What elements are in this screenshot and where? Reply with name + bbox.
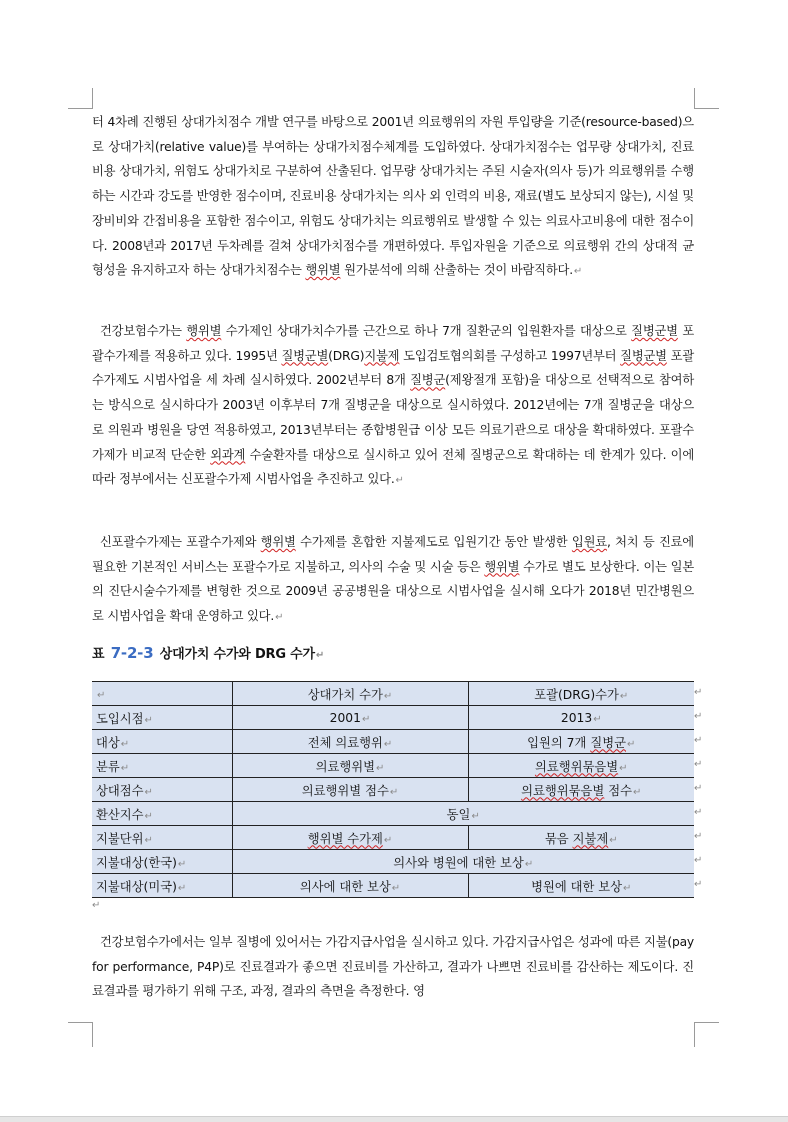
relative-value-cell[interactable]: 전체 의료행위↵ — [232, 730, 468, 754]
text-run: 수가제인 상대가치수가를 근간으로 하나 7개 질환군의 입원환자를 대상으로 — [221, 324, 632, 338]
spellcheck-flagged-word: 행위별 수가제 — [307, 831, 383, 846]
text-run: 점수 — [604, 783, 632, 798]
table-caption[interactable] — [92, 643, 324, 662]
relative-value-cell[interactable]: 의료행위별 점수↵ — [232, 778, 468, 802]
spellcheck-flagged-word: 질병군 — [590, 735, 626, 750]
spellcheck-flagged-word: 외과계 — [210, 447, 246, 462]
paragraph-mark: ↵ — [315, 650, 325, 661]
drg-value-cell[interactable] — [468, 778, 694, 802]
drg-value-cell[interactable]: 병원에 대한 보상↵ — [468, 874, 694, 898]
spellcheck-flagged-word: 질병군별 — [281, 348, 329, 363]
empty-paragraph-mark: ↵ — [92, 900, 101, 911]
crop-mark-top-right — [694, 88, 719, 109]
row-end-mark: ↵ — [694, 855, 703, 866]
text-run: 신포괄수가제는 포괄수가제와 — [100, 535, 261, 549]
cell-mark: ↵ — [144, 810, 153, 822]
page-bottom-edge — [0, 1116, 788, 1122]
text-run: 터 4차례 진행된 상대가치점수 개발 연구를 바탕으로 2001년 의료행위의 자원 투입량을 기준(resource-based)으로 상대가치(relative value)를 부여하는 상대가치점수체계를 도입하였다. 상대가치점수는 업무량 상대가치, 진료비용 상대가치, 위험도 상대가치로 구분하여 산출된다. 업무량 상대가치는 주된 시술자(의사 등)가 의료행위를 수행하는 시간과 강도를 반영한 점수이며, 진료비용 상대가치는 의사 외 인력의 비용, 재료(별도 보상되지 않는), 시설 및 장비비와 간접비용을 포함한 점수이고, 위험도 상대가치는 의료행위로 발생할 수 있는 의료사고비용에 대한 점수이다. 2008년과 2017년 두차례를 걸쳐 상대가치점수를 개편하였다. 투입자원을 기준으로 의료행위 간의 상대적 균형성을 유지하고자 하는 상대가치점수는 — [92, 115, 694, 278]
spellcheck-flagged-word: 질병군별 — [631, 324, 678, 338]
row-label-cell[interactable]: 대상↵ — [92, 730, 232, 754]
cell-mark: ↵ — [609, 834, 618, 846]
drg-value-cell[interactable] — [468, 826, 694, 850]
body-paragraph-3[interactable] — [92, 530, 694, 631]
spellcheck-flagged-word: 행위별 — [260, 535, 296, 549]
drg-value-cell[interactable]: 2013↵ — [468, 706, 694, 730]
crop-mark-bottom-right — [694, 1022, 719, 1047]
row-end-mark: ↵ — [694, 711, 703, 722]
spellcheck-flagged-word: 입원료 — [571, 535, 607, 549]
header-cell-empty[interactable] — [92, 682, 232, 706]
cell-mark: ↵ — [383, 834, 393, 846]
table-header-row — [92, 682, 694, 706]
row-end-mark: ↵ — [694, 879, 703, 890]
table-row — [92, 754, 694, 778]
spellcheck-flagged-word: 의료행위묶음별 — [521, 783, 605, 798]
row-label-cell[interactable]: 지불대상(미국)↵ — [92, 874, 232, 898]
cell-mark: ↵ — [120, 762, 130, 774]
drg-value-cell[interactable] — [468, 754, 694, 778]
cell-mark: ↵ — [524, 858, 534, 870]
text-run: (제왕절개 포함)을 대상으로 선택적으로 참여하는 방식으로 실시하다가 2003년 이후부터 7개 질병군을 대상으로 실시하였다. 2012년에는 7개 질병군을 대상으로 의원과 병원을 당연 적용하였고, 2013년부터는 종합병원급 이상 모든 의료기관으로 대상을 확대하였다. 포괄수가제가 비교적 단순한 — [92, 373, 694, 462]
cell-mark: ↵ — [144, 786, 153, 798]
relative-value-cell[interactable]: 2001↵ — [232, 706, 468, 730]
row-end-mark: ↵ — [694, 759, 703, 770]
body-paragraph-2[interactable] — [92, 319, 694, 494]
table-row — [92, 802, 694, 826]
caption-title: 상대가치 수가와 DRG 수가 — [159, 647, 315, 662]
text-run: 건강보험수가에서는 일부 질병에 있어서는 가감지급사업을 실시하고 있다. 가감지급사업은 성과에 따른 지불(pay for performance, P4P)로 진료결과가 좋으면 진료비를 가산하고, 결과가 나쁘면 진료비를 감산하는 제도이다. 진료결과를 평가하기 위해 구조, 과정, 결과의 측면을 측정한다. 영 — [92, 935, 694, 999]
row-end-mark: ↵ — [694, 783, 703, 794]
spellcheck-flagged-word: 지불제 — [572, 831, 609, 846]
caption-prefix: 표 — [92, 647, 105, 662]
spellcheck-flagged-word: 행위별 — [484, 559, 520, 574]
text-run: 묶음 — [544, 831, 573, 846]
text-run: 입원의 7개 — [527, 735, 591, 750]
cell-mark: ↵ — [383, 690, 393, 702]
row-end-mark: ↵ — [694, 831, 703, 842]
text-run: 건강보험수가는 — [100, 324, 187, 338]
cell-mark: ↵ — [626, 738, 636, 750]
relative-value-cell[interactable]: 의료행위별↵ — [232, 754, 468, 778]
table-row — [92, 874, 694, 898]
body-paragraph-4[interactable] — [92, 930, 694, 1004]
row-end-mark: ↵ — [694, 807, 703, 818]
spellcheck-flagged-word: 의료행위묶음별 — [534, 759, 619, 774]
paragraph-mark: ↵ — [275, 612, 284, 624]
row-label-cell[interactable]: 지불단위↵ — [92, 826, 232, 850]
cell-mark: ↵ — [471, 810, 480, 822]
caption-number: 7-2-3 — [110, 644, 154, 662]
row-label-cell[interactable]: 분류↵ — [92, 754, 232, 778]
cell-mark: ↵ — [383, 738, 393, 750]
row-label-cell[interactable]: 환산지수↵ — [92, 802, 232, 826]
table-row — [92, 730, 694, 754]
cell-mark: ↵ — [144, 714, 153, 726]
row-label-cell[interactable]: 상대점수↵ — [92, 778, 232, 802]
cell-mark: ↵ — [144, 834, 153, 846]
header-cell-relative-value[interactable]: 상대가치 수가↵ — [232, 682, 468, 706]
cell-mark: ↵ — [177, 858, 187, 870]
cell-mark: ↵ — [623, 882, 632, 894]
text-run: 수술환자를 대상으로 실시하고 있어 전체 질병군으로 확대하는 데 한계가 있다. 이에 따라 정부에서는 신포괄수가제 시범사업을 추진하고 있다. — [92, 447, 694, 487]
text-run: 포괄수가제도 시범사업을 세 차례 실시하였다. 2002년부터 8개 — [92, 348, 694, 388]
cell-mark: ↵ — [391, 882, 401, 894]
text-run: 도입검토협의회를 구성하고 1997년부터 — [399, 348, 621, 363]
header-cell-drg[interactable]: 포괄(DRG)수가↵ — [468, 682, 694, 706]
row-end-mark: ↵ — [694, 687, 703, 698]
table-row — [92, 850, 694, 874]
cell-mark: ↵ — [120, 738, 130, 750]
table-row — [92, 826, 694, 850]
merged-value-cell[interactable]: 의사와 병원에 대한 보상↵ — [232, 850, 694, 874]
cell-mark: ↵ — [97, 689, 106, 701]
relative-value-cell[interactable]: 의사에 대한 보상↵ — [232, 874, 468, 898]
text-run: , 처치 등 진료에 필요한 기본적인 서비스는 포괄수가로 지불하고, 의사의 수술 및 시술 등은 — [92, 535, 694, 574]
crop-mark-bottom-left — [68, 1022, 93, 1047]
spellcheck-flagged-word: 질병군별 — [620, 348, 667, 363]
cell-mark: ↵ — [177, 882, 187, 894]
text-run: 포괄수가제를 적용하고 있다. 1995년 — [92, 324, 695, 363]
drg-value-cell[interactable] — [468, 730, 694, 754]
cell-mark: ↵ — [632, 786, 642, 798]
cell-mark: ↵ — [619, 690, 629, 702]
crop-mark-top-left — [68, 88, 93, 109]
paragraph-mark: ↵ — [573, 266, 583, 278]
spellcheck-flagged-word: 행위별 — [305, 263, 341, 278]
cell-mark: ↵ — [361, 713, 371, 725]
text-run: 원가분석에 의해 산출하는 것이 바람직하다. — [340, 263, 573, 278]
cell-mark: ↵ — [619, 762, 628, 774]
spellcheck-flagged-word: 질병군 — [410, 373, 446, 388]
row-label-cell[interactable]: 도입시점↵ — [92, 706, 232, 730]
text-run: 수가로 별도 보상한다. 이는 일본의 진단시술수가제를 변형한 것으로 2009년 공공병원을 대상으로 시범사업을 실시해 오다가 2018년 민간병원으로 시범사업을 확대 운영하고 있다. — [92, 559, 695, 624]
text-run: (DRG) — [328, 348, 365, 363]
body-paragraph-1[interactable] — [92, 110, 694, 285]
table-row — [92, 706, 694, 730]
cell-mark: ↵ — [389, 786, 399, 798]
drg-comparison-table[interactable] — [92, 681, 694, 898]
table-row — [92, 778, 694, 802]
paragraph-mark: ↵ — [395, 475, 404, 487]
text-run: 수가제를 혼합한 지불제도로 입원기간 동안 발생한 — [295, 535, 572, 549]
merged-value-cell[interactable]: 동일↵ — [232, 802, 694, 826]
spellcheck-flagged-word: 행위별 — [186, 324, 222, 338]
cell-mark: ↵ — [376, 762, 385, 774]
relative-value-cell[interactable] — [232, 826, 468, 850]
cell-mark: ↵ — [593, 713, 602, 725]
row-end-mark: ↵ — [694, 735, 703, 746]
row-label-cell[interactable]: 지불대상(한국)↵ — [92, 850, 232, 874]
spellcheck-flagged-word: 지불제 — [364, 348, 400, 363]
